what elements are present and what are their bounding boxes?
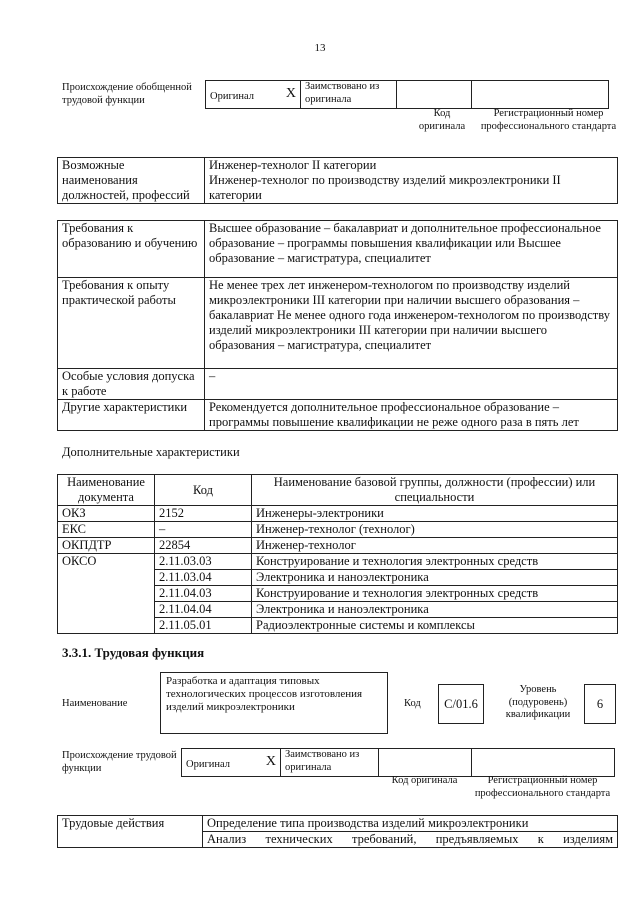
- cell-code: –: [155, 522, 252, 538]
- function-name-label: Наименование: [62, 698, 128, 709]
- origin-table: [205, 80, 609, 109]
- req-label: Требования к опыту практической работы: [58, 278, 205, 369]
- origin2-code-caption: Код оригинала: [391, 775, 458, 786]
- cell-name: Конструирование и технология электронных средств: [252, 554, 618, 570]
- positions-label: Возможные наименования должностей, профессий: [58, 158, 205, 204]
- table-row: [58, 554, 618, 570]
- cell-code: 2152: [155, 506, 252, 522]
- origin-original-cell: [206, 81, 301, 109]
- origin2-mark: X: [265, 753, 276, 769]
- action-line: Определение типа производства изделий микроэлектроники: [203, 816, 618, 832]
- cell-name: Инженер-технолог: [252, 538, 618, 554]
- cell-name: Инженер-технолог (технолог): [252, 522, 618, 538]
- origin2-code-cell: [379, 749, 472, 777]
- table-row: [58, 506, 618, 522]
- cell-code: 2.11.03.03: [155, 554, 252, 570]
- origin2-label: Происхождение трудовой функции: [62, 750, 177, 774]
- origin2-reg-caption: Регистрационный номер профессионального стандарта: [474, 775, 611, 799]
- cell-doc: ЕКС: [58, 522, 155, 538]
- cell-code: 2.11.05.01: [155, 618, 252, 634]
- header-code: Код: [155, 475, 252, 506]
- cell-code: 22854: [155, 538, 252, 554]
- position-line: Инженер-технолог по производству изделий микроэлектроники II категории: [209, 173, 561, 202]
- table-row: [58, 522, 618, 538]
- function-name-value: Разработка и адаптация типовых технологических процессов изготовления изделий микроэлектроники: [160, 672, 388, 734]
- additional-heading: Дополнительные характеристики: [62, 445, 240, 459]
- origin-reg-cell: [472, 81, 609, 109]
- page-number: 13: [314, 42, 326, 54]
- origin2-original: Оригинал: [186, 758, 230, 770]
- requirements-table: [57, 220, 618, 431]
- cell-doc: ОКПДТР: [58, 538, 155, 554]
- cell-name: Электроника и наноэлектроника: [252, 570, 618, 586]
- origin2-original-cell: [182, 749, 281, 777]
- origin-code-cell: [397, 81, 472, 109]
- req-value: –: [205, 369, 618, 400]
- positions-table: [57, 157, 618, 204]
- cell-name: Электроника и наноэлектроника: [252, 602, 618, 618]
- origin-code-caption: Код оригинала: [418, 108, 466, 132]
- req-value: Не менее трех лет инженером-технологом по производству изделий микроэлектроники III категории при наличии высшего образования – бакалавриат Не менее одного года инженером-технологом по производству изделий микроэлектроники III категории при наличии высшего образования – магистратура, специалитет: [205, 278, 618, 369]
- origin-original: Оригинал: [210, 90, 254, 102]
- origin-borrowed: Заимствовано из оригинала: [301, 81, 397, 109]
- req-label: Другие характеристики: [58, 400, 205, 431]
- header-doc: Наименование документа: [58, 475, 155, 506]
- action-line: Анализ технических требований, предъявляемых к изделиям: [203, 832, 618, 848]
- req-value: Высшее образование – бакалавриат и дополнительное профессиональное образование – программы повышения квалификации или Высшее образование – магистратура, специалитет: [205, 221, 618, 278]
- origin2-reg-cell: [472, 749, 615, 777]
- cell-name: Инженеры-электроники: [252, 506, 618, 522]
- req-value: Рекомендуется дополнительное профессиональное образование – программы повышение квалификации не реже одного раза в пять лет: [205, 400, 618, 431]
- additional-table: [57, 474, 618, 634]
- origin-reg-caption: Регистрационный номер профессионального стандарта: [480, 108, 617, 132]
- origin-label: Происхождение обобщенной трудовой функции: [62, 82, 192, 106]
- origin2-borrowed: Заимствовано из оригинала: [281, 749, 379, 777]
- cell-doc: ОКЗ: [58, 506, 155, 522]
- header-name: Наименование базовой группы, должности (профессии) или специальности: [252, 475, 618, 506]
- position-line: Инженер-технолог II категории: [209, 158, 377, 172]
- cell-name: Конструирование и технология электронных средств: [252, 586, 618, 602]
- function-code-value: C/01.6: [438, 684, 484, 724]
- cell-doc: ОКСО: [58, 554, 155, 634]
- function-level-value: 6: [584, 684, 616, 724]
- function-heading: 3.3.1. Трудовая функция: [62, 645, 205, 660]
- actions-label: Трудовые действия: [58, 816, 203, 848]
- req-label: Особые условия допуска к работе: [58, 369, 205, 400]
- actions-table: [57, 815, 618, 848]
- table-row: [58, 538, 618, 554]
- origin2-table: [181, 748, 615, 777]
- cell-code: 2.11.04.03: [155, 586, 252, 602]
- req-label: Требования к образованию и обучению: [58, 221, 205, 278]
- cell-code: 2.11.03.04: [155, 570, 252, 586]
- function-code-label: Код: [404, 698, 421, 709]
- function-level-label: Уровень (подуровень) квалификации: [505, 684, 571, 720]
- origin-mark: X: [285, 85, 296, 101]
- cell-name: Радиоэлектронные системы и комплексы: [252, 618, 618, 634]
- cell-code: 2.11.04.04: [155, 602, 252, 618]
